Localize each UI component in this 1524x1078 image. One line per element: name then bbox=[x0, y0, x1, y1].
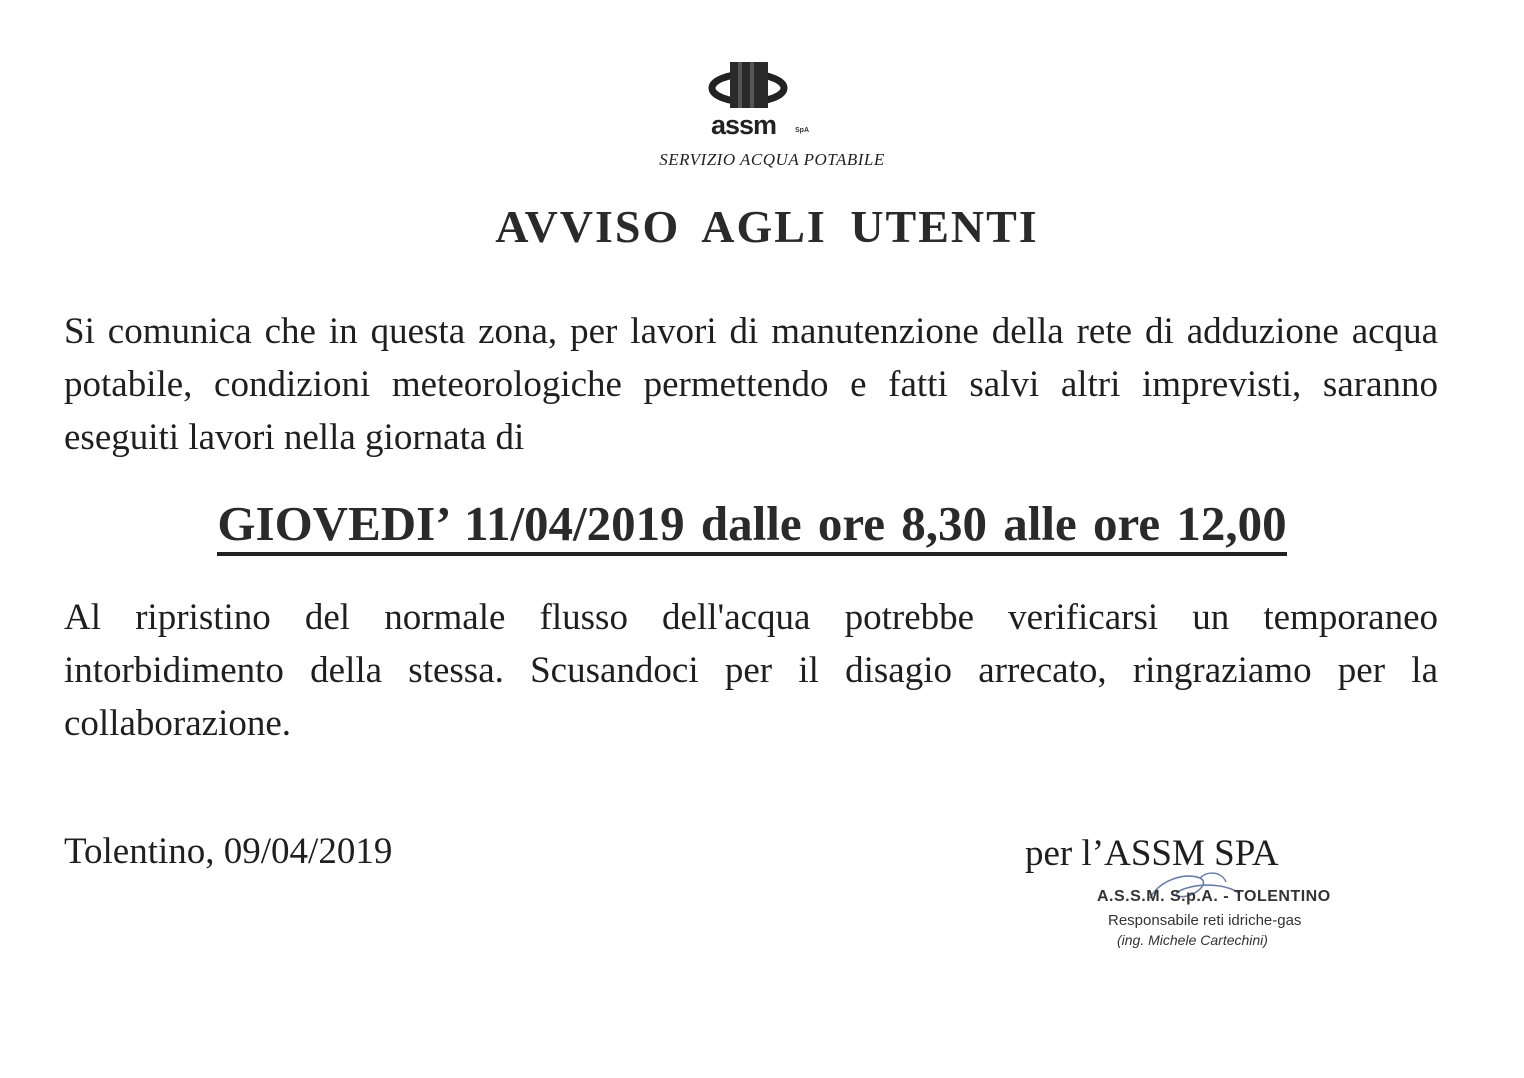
logo-suffix: SpA bbox=[795, 127, 809, 134]
service-name: SERVIZIO ACQUA POTABILE bbox=[659, 150, 885, 169]
notice-paragraph-1: Si comunica che in questa zona, per lavori di manutenzione della rete di adduzione acqua potabile, condizioni meteorologiche permettendo e fatti salvi altri imprevisti, saranno eseguiti lavori nella giornata di bbox=[64, 311, 1438, 458]
notice-title: AVVISO AGLI UTENTI bbox=[495, 201, 1039, 252]
stamp-role: Responsabile reti idriche-gas bbox=[1108, 912, 1302, 929]
stamp-company: A.S.S.M. S.p.A. - TOLENTINO bbox=[1097, 888, 1331, 905]
signoff: per l’ASSM SPA bbox=[1025, 833, 1279, 874]
stamp-person: (ing. Michele Cartechini) bbox=[1117, 932, 1268, 948]
notice-paragraph-2: Al ripristino del normale flusso dell'acqua potrebbe verificarsi un temporaneo intorbidimento della stessa. Scusandoci per il disagio arrecato, ringraziamo per la collaborazione. bbox=[64, 597, 1438, 744]
place-date: Tolentino, 09/04/2019 bbox=[64, 831, 393, 872]
notice-date-time bbox=[0, 495, 1524, 552]
logo-wordmark: assm bbox=[711, 110, 777, 140]
notice-date-time-text: GIOVEDI’ 11/04/2019 dalle ore 8,30 alle ore 12,00 bbox=[217, 496, 1286, 556]
